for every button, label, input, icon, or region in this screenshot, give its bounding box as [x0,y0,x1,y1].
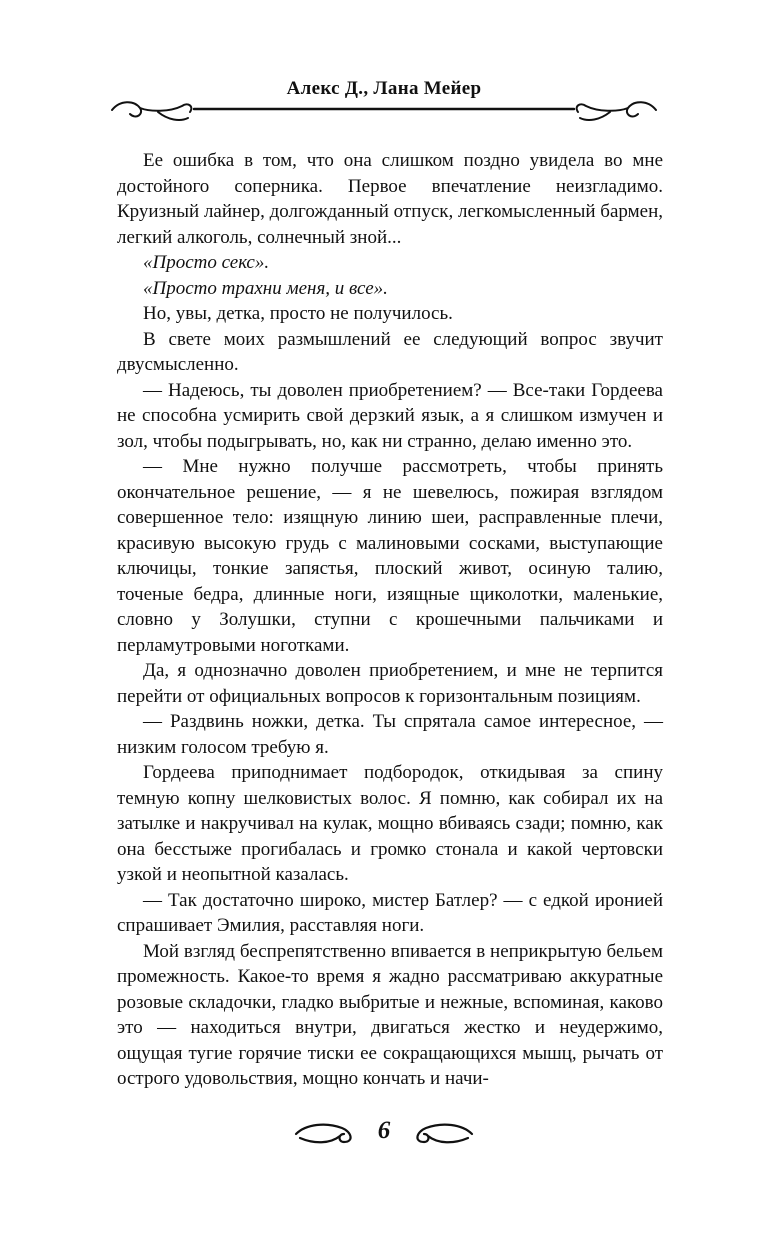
paragraph: Да, я однозначно доволен приобретением, и мне не терпится перейти от официальных вопросов к горизонтальным позициям. [117,660,663,707]
header-ornament [110,96,658,126]
paragraph: Гордеева приподнимает подбородок, откидывая за спину темную копну шелковистых волос. Я помню, как собирал их на затылке и накручивал на кулак, мощно вбиваясь сзади; помню, как она бесстыже прогибалась и громко стонала и какой чертовски узкой и неопытной казалась. [117,762,663,885]
paragraph: Но, увы, детка, просто не получилось. [143,303,453,324]
paragraph-italic: «Просто секс». [143,252,270,273]
running-header: Алекс Д., Лана Мейер [286,78,482,99]
page-number: 6 [377,1117,391,1144]
body-text [117,148,663,1092]
paragraph: — Так достаточно широко, мистер Батлер? — с едкой иронией спрашивает Эмилия, расставляя ноги. [117,889,663,936]
paragraph: — Раздвинь ножки, детка. Ты спрятала самое интересное, — низким голосом требую я. [117,711,663,758]
paragraph: Ее ошибка в том, что она слишком поздно увидела во мне достойного соперника. Первое впечатление неизгладимо. Круизный лайнер, долгожданный отпуск, легкомысленный бармен, легкий алкоголь, солнечный зной... [117,150,663,248]
paragraph: — Мне нужно получше рассмотреть, чтобы принять окончательное решение, — я не шевелюсь, пожирая взглядом совершенное тело: изящную линию шеи, расправленные плечи, красивую высокую грудь с малиновыми сосками, выступающие ключицы, тонкие запястья, плоский живот, осиную талию, точеные бедра, длинные ноги, изящные щиколотки, маленькие, словно у Золушки, ступни с крошечными пальчиками и перламутровыми ноготками. [117,456,663,656]
paragraph: Мой взгляд беспрепятственно впивается в неприкрытую бельем промежность. Какое-то время я жадно рассматриваю аккуратные розовые складочки, гладко выбритые и нежные, вспоминая, каково это — находиться внутри, двигаться жестко и неудержимо, ощущая тугие горячие тиски ее сокращающихся мышц, рычать от острого удовольствия, мощно кончать и начи- [117,940,663,1089]
paragraph: В свете моих размышлений ее следующий вопрос звучит двусмысленно. [117,328,663,375]
paragraph: — Надеюсь, ты доволен приобретением? — Все-таки Гордеева не способна усмирить свой дерзкий язык, а я слишком измучен и зол, чтобы подыгрывать, но, как ни странно, делаю именно это. [117,379,663,452]
paragraph-italic: «Просто трахни меня, и все». [143,277,388,299]
